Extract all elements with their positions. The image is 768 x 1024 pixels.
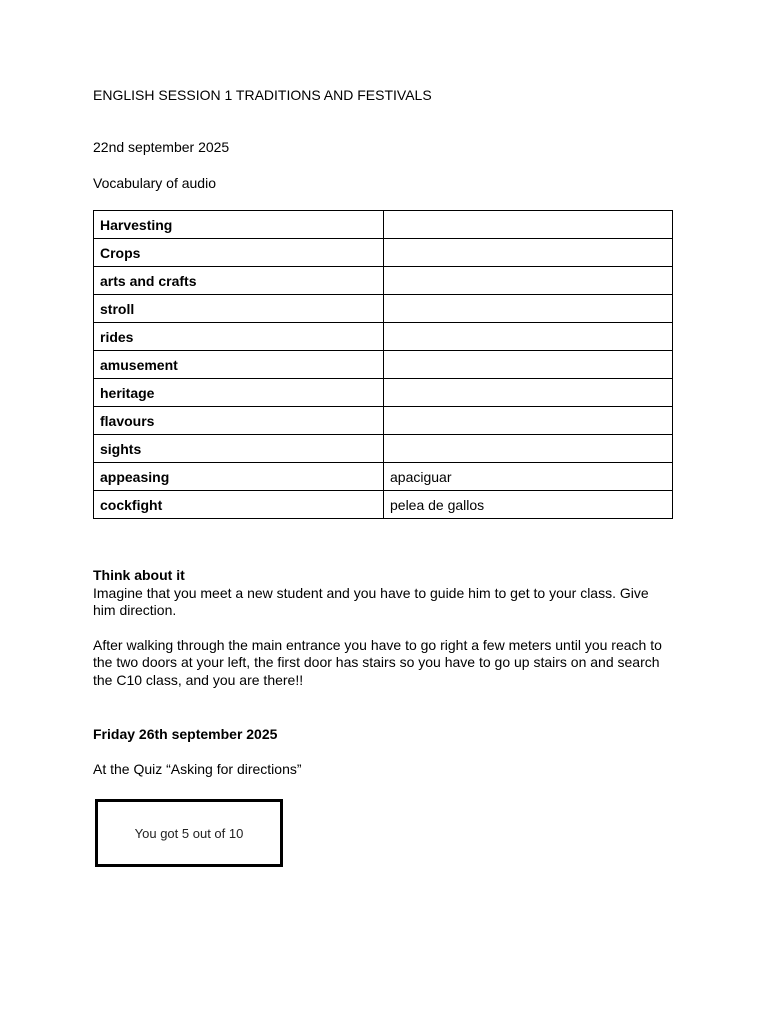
vocab-translation[interactable] <box>384 239 673 267</box>
quiz-result-image <box>95 799 283 867</box>
table-row <box>94 295 673 323</box>
table-row <box>94 351 673 379</box>
vocab-term: cockfight <box>94 491 384 519</box>
vocab-translation[interactable] <box>384 407 673 435</box>
think-prompt: Imagine that you meet a new student and you have to guide him to get to your class. Give him direction. <box>93 584 649 618</box>
vocab-term: flavours <box>94 407 384 435</box>
paragraph-gap <box>93 620 668 637</box>
table-row <box>94 491 673 519</box>
table-row <box>94 323 673 351</box>
table-row <box>94 379 673 407</box>
quiz-title: At the Quiz “Asking for directions” <box>93 761 302 777</box>
vocab-term: sights <box>94 435 384 463</box>
vocab-translation[interactable] <box>384 267 673 295</box>
table-row <box>94 463 673 491</box>
think-section <box>93 567 668 689</box>
vocab-translation[interactable] <box>384 211 673 239</box>
vocab-translation[interactable] <box>384 295 673 323</box>
vocab-term: amusement <box>94 351 384 379</box>
vocab-term: appeasing <box>94 463 384 491</box>
quiz-result-text: You got 5 out of 10 <box>134 825 244 841</box>
vocab-term: rides <box>94 323 384 351</box>
vocab-term: stroll <box>94 295 384 323</box>
vocab-translation[interactable]: apaciguar <box>384 463 673 491</box>
vocab-translation[interactable] <box>384 379 673 407</box>
vocab-term: Crops <box>94 239 384 267</box>
table-row <box>94 435 673 463</box>
think-answer: After walking through the main entrance you have to go right a few meters until you reach to the two doors at your left, the first door has stairs so you have to go up stairs on and search the C10 class, and you are there!! <box>93 636 662 688</box>
vocab-term: heritage <box>94 379 384 407</box>
table-row <box>94 211 673 239</box>
vocabulary-table <box>93 210 673 519</box>
document-title: ENGLISH SESSION 1 TRADITIONS AND FESTIVALS <box>93 87 432 103</box>
vocab-term: Harvesting <box>94 211 384 239</box>
think-heading: Think about it <box>93 567 185 583</box>
table-row <box>94 239 673 267</box>
vocabulary-heading: Vocabulary of audio <box>93 175 216 191</box>
session-date: 22nd september 2025 <box>93 139 230 155</box>
vocab-translation[interactable] <box>384 323 673 351</box>
table-row <box>94 407 673 435</box>
friday-date: Friday 26th september 2025 <box>93 726 278 742</box>
table-row <box>94 267 673 295</box>
vocab-term: arts and crafts <box>94 267 384 295</box>
vocab-translation[interactable]: pelea de gallos <box>384 491 673 519</box>
vocab-translation[interactable] <box>384 351 673 379</box>
vocab-translation[interactable] <box>384 435 673 463</box>
